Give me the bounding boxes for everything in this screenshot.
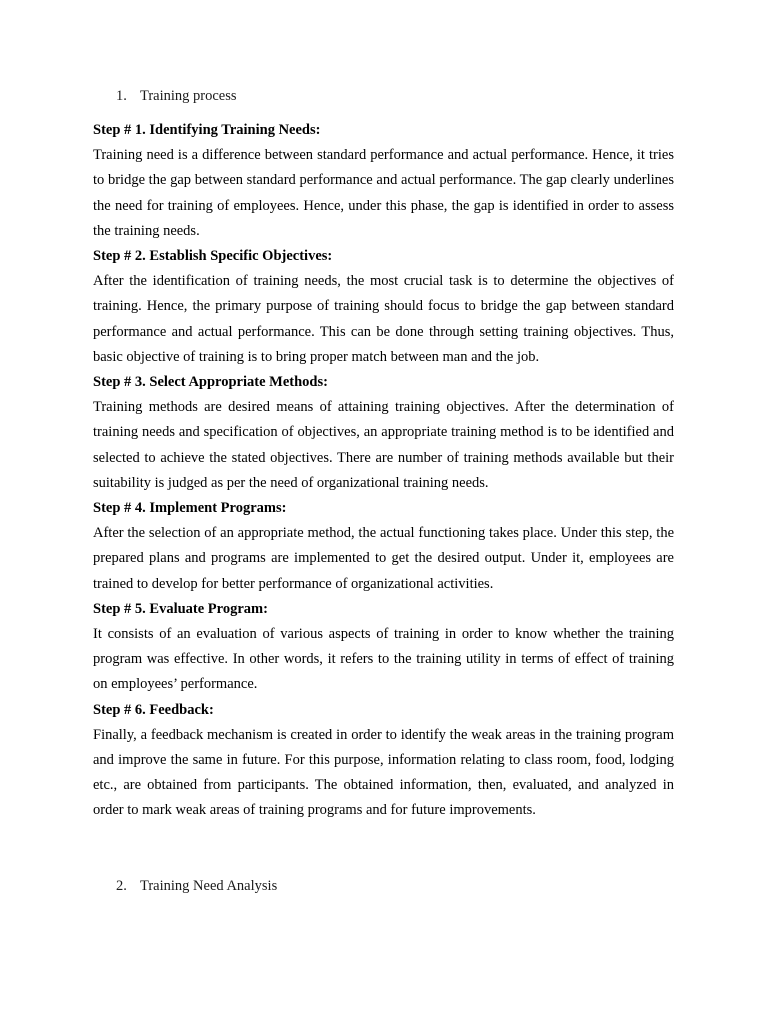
- step-6-title: Step # 6. Feedback:: [93, 701, 214, 718]
- step-1-body: Training need is a difference between standard performance and actual performance. Hence, it tries to bridge the gap between standard performance and actual performance. The gap clearly underlines the need for training of employees. Hence, under this phase, the gap is identified in order to assess the training needs.: [93, 147, 674, 239]
- section-heading-training-need-analysis: [116, 876, 277, 896]
- step-4-title: Step # 4. Implement Programs:: [93, 500, 287, 517]
- step-2-title: Step # 2. Establish Specific Objectives:: [93, 248, 333, 265]
- steps-content: [93, 118, 674, 824]
- step-5-body: It consists of an evaluation of various aspects of training in order to know whether the training program was effective. In other words, it refers to the training utility in terms of effect of training on employees’ performance.: [93, 626, 674, 693]
- step-5-title: Step # 5. Evaluate Program:: [93, 600, 268, 617]
- section-number: 2.: [116, 878, 127, 894]
- step-2-body: After the identification of training needs, the most crucial task is to determine the objectives of training. Hence, the primary purpose of training should focus to bridge the gap between standard performance and actual performance. This can be done through setting training objectives. Thus, basic objective of training is to bring proper match between man and the job.: [93, 273, 674, 365]
- step-3-title: Step # 3. Select Appropriate Methods:: [93, 374, 328, 391]
- step-6-body: Finally, a feedback mechanism is created in order to identify the weak areas in the training program and improve the same in future. For this purpose, information relating to class room, food, lodging etc., are obtained from participants. The obtained information, then, evaluated, and analyzed in order to mark weak areas of training programs and for future improvements.: [93, 726, 674, 819]
- step-1-title: Step # 1. Identifying Training Needs:: [93, 122, 321, 138]
- step-4-body: After the selection of an appropriate method, the actual functioning takes place. Under this step, the prepared plans and programs are implemented to get the desired output. Under it, employees are trained to develop for better performance of organizational activities.: [93, 525, 674, 592]
- section-heading-training-process: [116, 86, 237, 106]
- section-title: Training Need Analysis: [140, 878, 278, 894]
- section-number: 1.: [116, 88, 127, 104]
- step-3-body: Training methods are desired means of attaining training objectives. After the determination of training needs and specification of objectives, an appropriate training method is to be identified and selected to achieve the stated objectives. There are number of training methods available but their suitability is judged as per the need of organizational training needs.: [93, 399, 674, 491]
- section-title: Training process: [140, 88, 237, 104]
